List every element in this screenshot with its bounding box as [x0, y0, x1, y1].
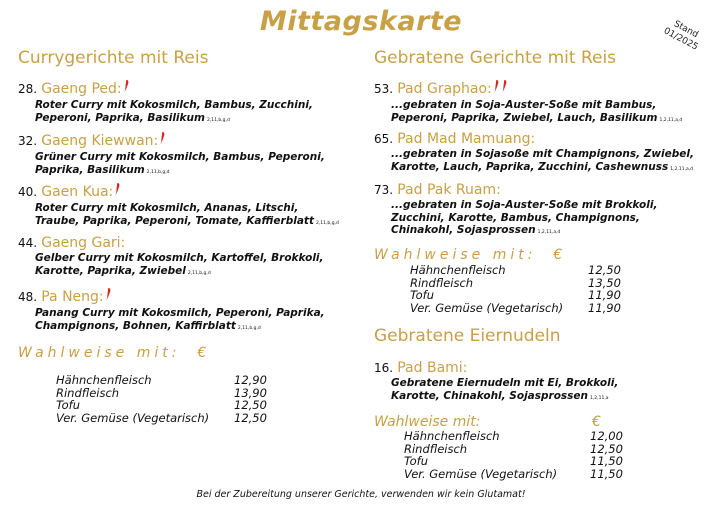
dish-name: Pad Graphao:	[397, 81, 492, 97]
dish-description: ...gebraten in Sojasoße mit Champignons, Zwiebel, Karotte, Lauch, Paprika, Zucchini, Cashewnuss 1,2,11,a,d	[391, 148, 695, 173]
dish-number: 16.	[374, 361, 394, 375]
dish-name: Pad Pak Ruam:	[397, 182, 501, 198]
page-title: Mittagskarte	[259, 6, 463, 37]
price-row: Rindfleisch 13,50	[410, 275, 621, 290]
dish-item	[18, 183, 348, 230]
chili-icon	[105, 288, 112, 307]
noodles-heading: Gebratene Eiernudeln	[374, 326, 561, 346]
dish-item	[18, 80, 348, 127]
dish-item	[18, 132, 348, 179]
chili-icon	[159, 132, 166, 151]
dish-name: Gaeng Gari:	[41, 235, 126, 251]
price-row: Rindfleisch 12,50	[404, 441, 623, 456]
wahlweise-heading: Wahlweise mit: €	[374, 414, 601, 430]
dish-number: 48.	[18, 290, 38, 304]
dish-description: ...gebraten in Soja-Auster-Soße mit Bambus, Peperoni, Paprika, Zwiebel, Lauch, Basilikum 1,2,11,a,d	[391, 99, 683, 124]
price-row: Hähnchenfleisch 12,90	[56, 373, 267, 387]
price-row: Hähnchenfleisch 12,00	[404, 429, 623, 443]
dish-item	[374, 131, 704, 176]
dish-item	[374, 360, 704, 405]
dish-name: Pad Bami:	[397, 360, 468, 376]
dish-description: Roter Curry mit Kokosmilch, Ananas, Litschi, Traube, Paprika, Peperoni, Tomate, Kaffierblatt 2,11,b,g,d	[35, 202, 339, 227]
dish-number: 73.	[374, 183, 394, 197]
dish-description: Roter Curry mit Kokosmilch, Bambus, Zucchini, Peperoni, Paprika, Basilikum 2,11,b,g,d	[35, 99, 313, 124]
dish-number: 28.	[18, 82, 38, 96]
dish-number: 40.	[18, 185, 38, 199]
price-row: Tofu 11,90	[410, 288, 621, 302]
dish-number: 65.	[374, 132, 394, 146]
allergen-codes: 2,11,b,g,d	[146, 169, 170, 175]
allergen-codes: 1,2,11,a	[590, 395, 609, 401]
dish-item	[18, 235, 348, 280]
dish-number: 32.	[18, 134, 38, 148]
dish-name: Gaeng Ped:	[41, 81, 122, 97]
dish-description: Panang Curry mit Kokosmilch, Peperoni, Paprika, Champignons, Bohnen, Kaffirblatt 2,11,b,g,d	[35, 307, 325, 332]
stand-date: Stand 01/2025	[661, 19, 700, 53]
wahlweise-heading: Wahlweise mit: €	[18, 345, 211, 361]
allergen-codes: 1,2,11,a,d	[670, 166, 694, 172]
dish-description: ...gebraten in Soja-Auster-Soße mit Brokkoli, Zucchini, Karotte, Bambus, Champignons, Chinakohl, Sojasprossen 1,2,11,a,d	[391, 199, 658, 236]
chili-icon	[493, 80, 500, 99]
dish-description: Grüner Curry mit Kokosmilch, Bambus, Peperoni, Paprika, Basilikum 2,11,b,g,d	[35, 151, 325, 176]
dish-description: Gelber Curry mit Kokosmilch, Kartoffel, Brokkoli, Karotte, Paprika, Zwiebel 2,11,b,g,d	[35, 252, 324, 277]
price-row: Rindfleisch 13,90	[56, 385, 267, 400]
dish-item	[374, 182, 704, 240]
footer-note: Bei der Zubereitung unserer Gerichte, verwenden wir kein Glutamat!	[196, 489, 526, 500]
dish-number: 44.	[18, 236, 38, 250]
allergen-codes: 2,11,b,g,d	[206, 117, 230, 123]
dish-name: Pa Neng:	[41, 289, 104, 305]
chili-icon	[114, 183, 121, 202]
price-list	[56, 374, 267, 424]
fried-heading: Gebratene Gerichte mit Reis	[374, 48, 617, 68]
allergen-codes: 1,2,11,a,d	[537, 230, 561, 235]
dish-name: Pad Mad Mamuang:	[397, 131, 536, 147]
wahlweise-heading: Wahlweise mit: €	[374, 247, 567, 263]
allergen-codes: 2,11,b,g,d	[315, 220, 339, 226]
dish-number: 53.	[374, 82, 394, 96]
dish-name: Gaen Kua:	[41, 184, 114, 200]
price-row: Ver. Gemüse (Vegetarisch) 11,50	[404, 466, 623, 481]
price-row: Tofu 12,50	[56, 398, 267, 412]
price-row: Ver. Gemüse (Vegetarisch) 12,50	[56, 410, 267, 425]
price-row: Tofu 11,50	[404, 454, 623, 468]
dish-name: Gaeng Kiewwan:	[41, 133, 159, 149]
price-row: Hähnchenfleisch 12,50	[410, 263, 621, 277]
dish-description: Gebratene Eiernudeln mit Ei, Brokkoli, Karotte, Chinakohl, Sojasprossen 1,2,11,a	[391, 377, 619, 402]
price-row: Ver. Gemüse (Vegetarisch) 11,90	[410, 300, 621, 315]
chili-icon	[501, 80, 508, 99]
curry-heading: Currygerichte mit Reis	[18, 48, 209, 68]
allergen-codes: 2,11,b,g,d	[187, 270, 211, 276]
dish-item	[374, 80, 704, 127]
allergen-codes: 2,11,b,g,d	[237, 325, 261, 331]
price-list	[404, 430, 623, 480]
chili-icon	[123, 80, 130, 99]
price-list	[410, 264, 621, 314]
allergen-codes: 1,2,11,a,d	[659, 117, 683, 123]
dish-item	[18, 288, 348, 335]
